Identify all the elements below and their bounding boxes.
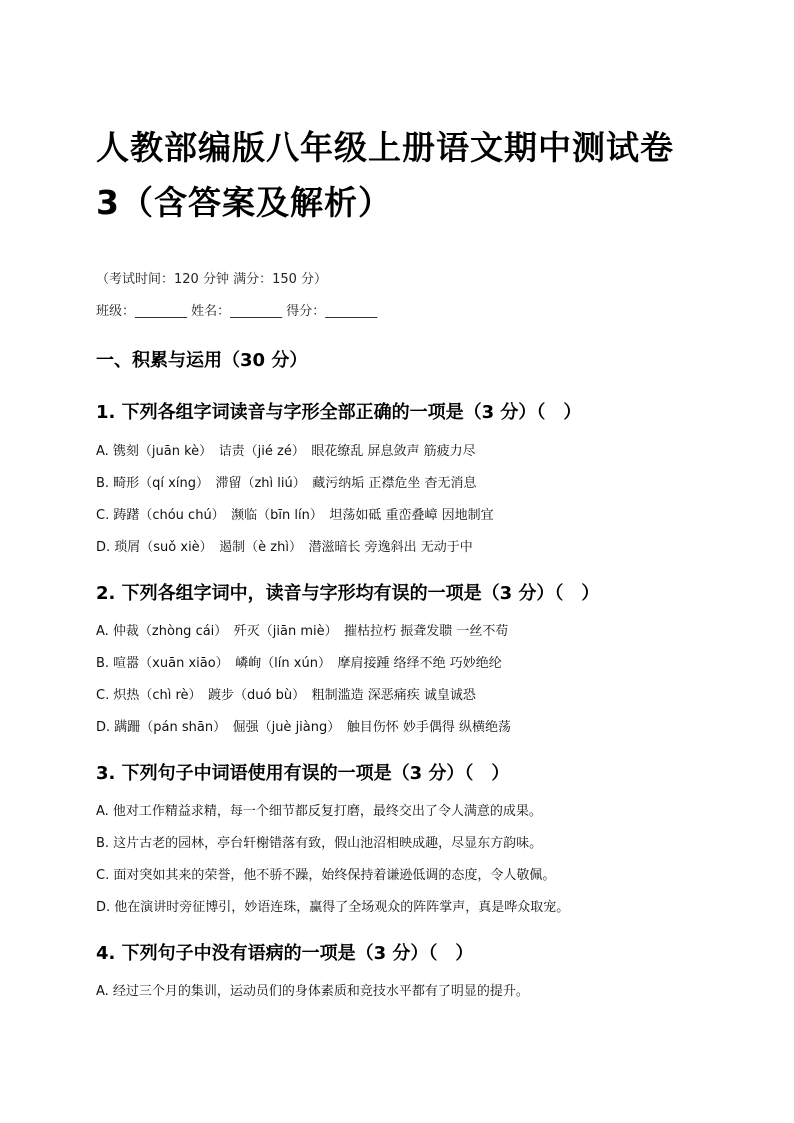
- question-option: D. 他在演讲时旁征博引，妙语连珠，赢得了全场观众的阵阵掌声，真是哗众取宠。: [96, 900, 570, 915]
- question-option: C. 踌躇（chóu chú） 濒临（bīn lín） 坦荡如砥 重峦叠嶂 因地制宜: [96, 508, 494, 523]
- question-option: A. 仲裁（zhòng cái） 歼灭（jiān miè） 摧枯拉朽 振聋发聩 一丝不苟: [96, 624, 509, 639]
- question-stem: 4. 下列句子中没有语病的一项是（3 分）（ ）: [96, 943, 474, 964]
- section-heading: 一、积累与运用（30 分）: [96, 350, 308, 371]
- question-stem: 2. 下列各组字词中，读音与字形均有误的一项是（3 分）（ ）: [96, 583, 600, 604]
- question-option: D. 琐屑（suǒ xiè） 遏制（è zhì） 潜滋暗长 旁逸斜出 无动于中: [96, 540, 473, 555]
- question-option: A. 经过三个月的集训，运动员们的身体素质和竞技水平都有了明显的提升。: [96, 984, 529, 999]
- question-option: B. 这片古老的园林，亭台轩榭错落有致，假山池沼相映成趣，尽显东方韵味。: [96, 836, 543, 851]
- question-option: B. 喧嚣（xuān xiāo） 嶙峋（lín xún） 摩肩接踵 络绎不绝 巧妙绝纶: [96, 656, 502, 671]
- question-option: D. 蹒跚（pán shān） 倔强（juè jiàng） 触目伤怀 妙手偶得 纵横绝荡: [96, 720, 512, 735]
- question-stem: 1. 下列各组字词读音与字形全部正确的一项是（3 分）（ ）: [96, 402, 582, 423]
- question-option: C. 炽热（chì rè） 踱步（duó bù） 粗制滥造 深恶痛疾 诚皇诚恐: [96, 688, 476, 703]
- question-option: A. 镌刻（juān kè） 诘责（jié zé） 眼花缭乱 屏息敛声 筋疲力尽: [96, 444, 476, 459]
- document-title-line-2: 3（含答案及解析）: [96, 183, 392, 222]
- question-option: C. 面对突如其来的荣誉，他不骄不躁，始终保持着谦逊低调的态度，令人敬佩。: [96, 868, 556, 883]
- exam-info: （考试时间：120 分钟 满分：150 分）: [96, 272, 328, 287]
- document-title-line-1: 人教部编版八年级上册语文期中测试卷: [96, 128, 674, 167]
- question-option: B. 畸形（qí xíng） 滞留（zhì liú） 藏污纳垢 正襟危坐 杳无消息: [96, 476, 477, 491]
- question-option: A. 他对工作精益求精，每一个细节都反复打磨，最终交出了令人满意的成果。: [96, 804, 542, 819]
- student-fields: 班级：________ 姓名：________ 得分：________: [96, 304, 378, 319]
- question-stem: 3. 下列句子中词语使用有误的一项是（3 分）（ ）: [96, 763, 510, 784]
